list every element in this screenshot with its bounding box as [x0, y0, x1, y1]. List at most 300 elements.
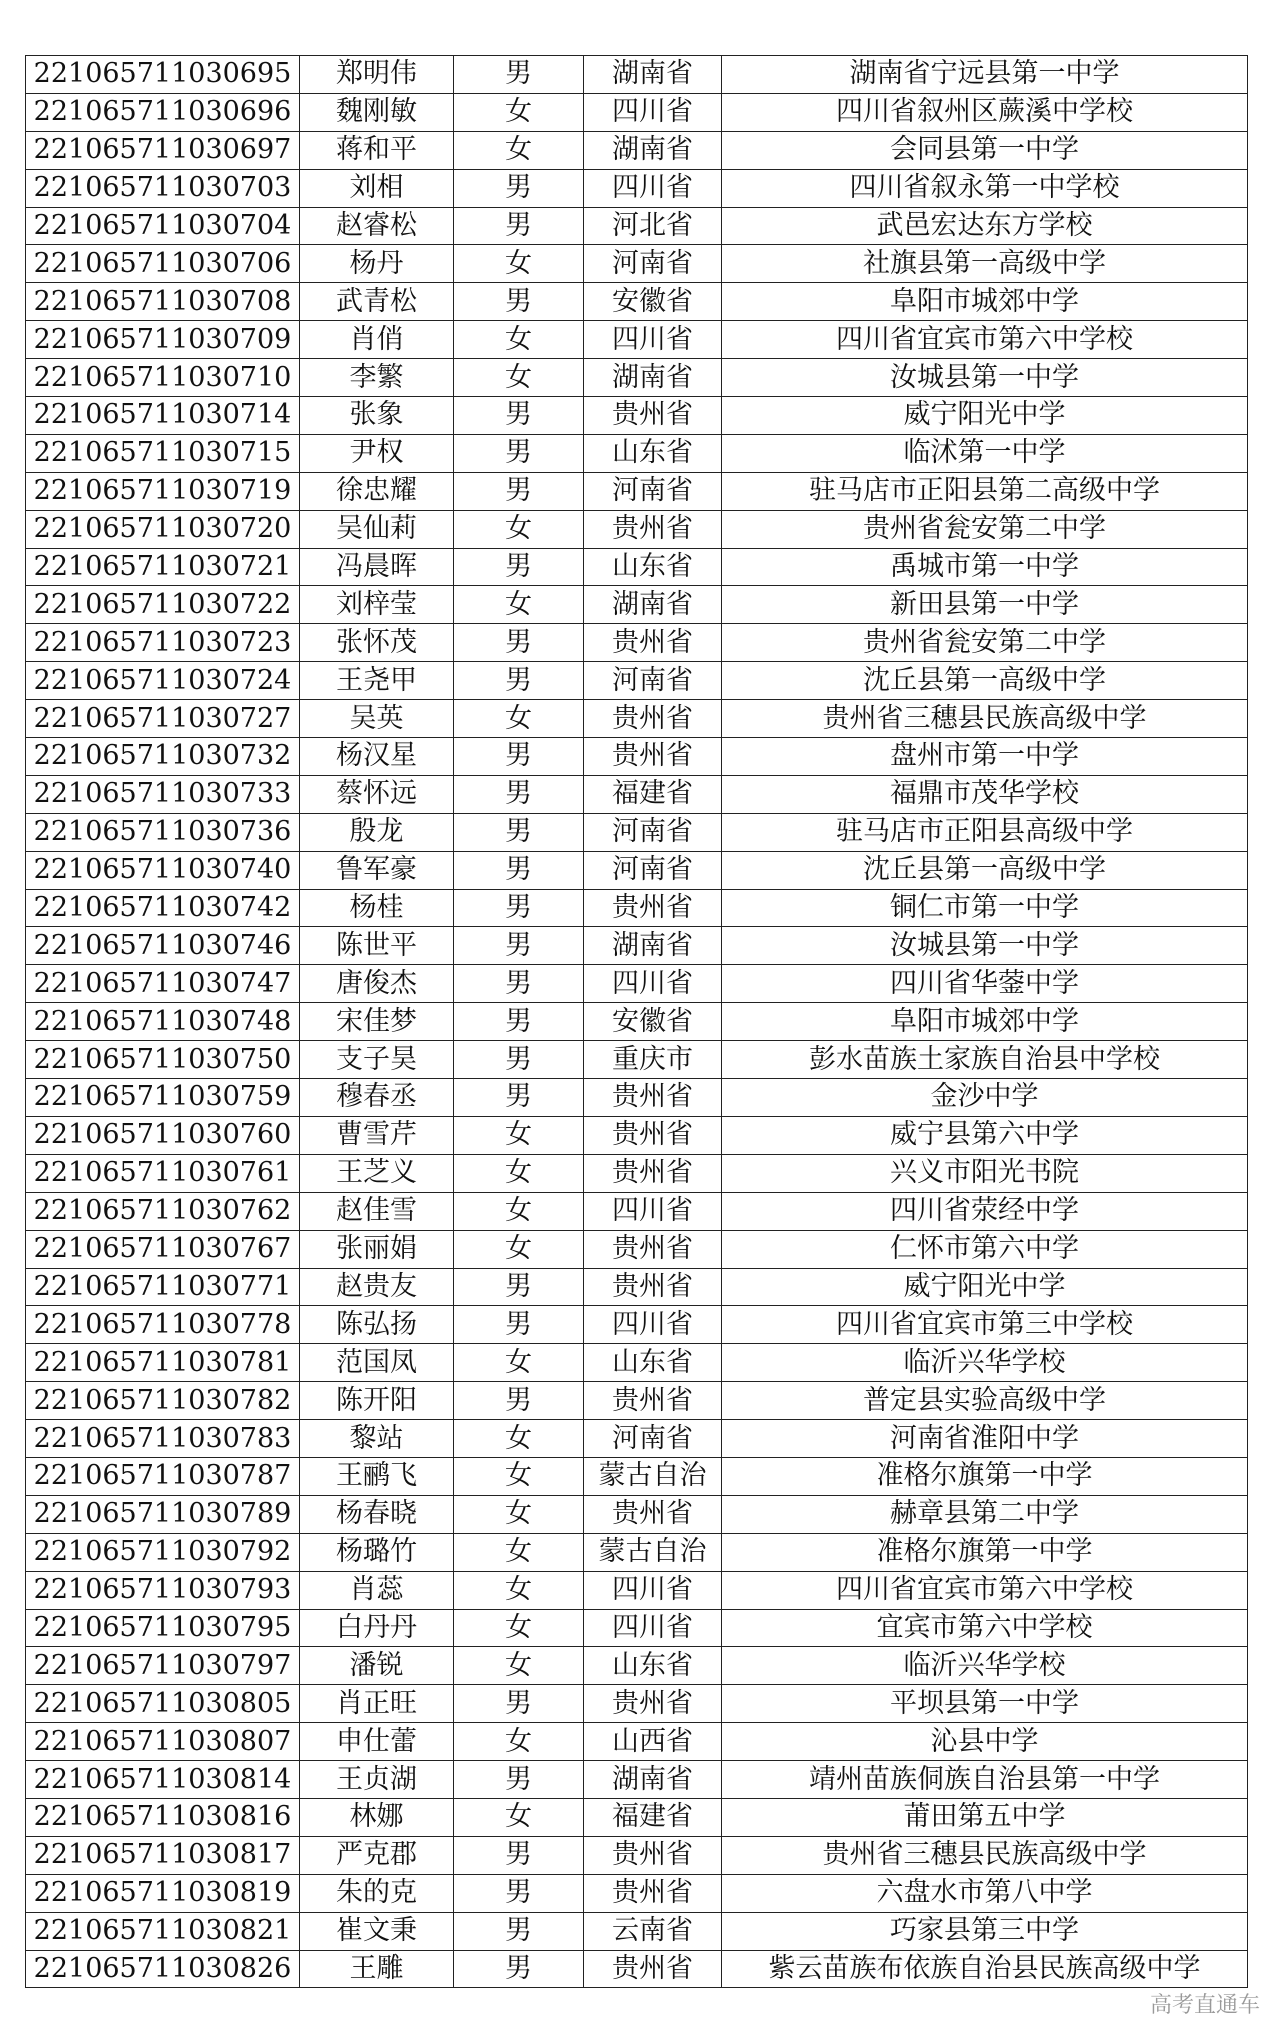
gender-cell: 男	[454, 397, 584, 435]
province-cell: 贵州省	[584, 1382, 722, 1420]
province-cell: 山东省	[584, 434, 722, 472]
name-cell: 王鹂飞	[300, 1457, 454, 1495]
table-row	[26, 1874, 1248, 1912]
gender-cell: 女	[454, 1154, 584, 1192]
gender-cell: 男	[454, 927, 584, 965]
gender-cell: 女	[454, 1420, 584, 1458]
name-cell: 杨璐竹	[300, 1533, 454, 1571]
name-cell: 申仕蕾	[300, 1723, 454, 1761]
province-cell: 福建省	[584, 1798, 722, 1836]
candidate-id-cell: 221065711030759	[26, 1079, 300, 1117]
province-cell: 河南省	[584, 662, 722, 700]
candidate-id-cell: 221065711030708	[26, 283, 300, 321]
gender-cell: 女	[454, 700, 584, 738]
school-cell: 沈丘县第一高级中学	[722, 662, 1248, 700]
province-cell: 贵州省	[584, 1116, 722, 1154]
school-cell: 驻马店市正阳县第二高级中学	[722, 472, 1248, 510]
province-cell: 贵州省	[584, 397, 722, 435]
school-cell: 临沂兴华学校	[722, 1647, 1248, 1685]
table-row	[26, 813, 1248, 851]
candidate-id-cell: 221065711030781	[26, 1344, 300, 1382]
name-cell: 鲁军豪	[300, 851, 454, 889]
gender-cell: 男	[454, 662, 584, 700]
name-cell: 冯晨晖	[300, 548, 454, 586]
school-cell: 莆田第五中学	[722, 1798, 1248, 1836]
candidate-id-cell: 221065711030797	[26, 1647, 300, 1685]
gender-cell: 男	[454, 548, 584, 586]
school-cell: 贵州省三穗县民族高级中学	[722, 1836, 1248, 1874]
table-row	[26, 1950, 1248, 1988]
province-cell: 山东省	[584, 1344, 722, 1382]
table-row	[26, 1761, 1248, 1799]
gender-cell: 男	[454, 1382, 584, 1420]
table-row	[26, 1344, 1248, 1382]
province-cell: 贵州省	[584, 738, 722, 776]
province-cell: 贵州省	[584, 700, 722, 738]
school-cell: 靖州苗族侗族自治县第一中学	[722, 1761, 1248, 1799]
gender-cell: 女	[454, 1609, 584, 1647]
gender-cell: 女	[454, 1798, 584, 1836]
candidate-id-cell: 221065711030748	[26, 1003, 300, 1041]
roster-sheet	[25, 55, 1247, 1988]
table-row	[26, 1571, 1248, 1609]
school-cell: 准格尔旗第一中学	[722, 1457, 1248, 1495]
table-row	[26, 1382, 1248, 1420]
gender-cell: 男	[454, 1306, 584, 1344]
school-cell: 湖南省宁远县第一中学	[722, 56, 1248, 94]
candidate-id-cell: 221065711030767	[26, 1230, 300, 1268]
candidate-id-cell: 221065711030733	[26, 775, 300, 813]
table-row	[26, 1798, 1248, 1836]
candidate-id-cell: 221065711030695	[26, 56, 300, 94]
school-cell: 会同县第一中学	[722, 131, 1248, 169]
table-row	[26, 1192, 1248, 1230]
gender-cell: 女	[454, 586, 584, 624]
table-row	[26, 1003, 1248, 1041]
table-row	[26, 1116, 1248, 1154]
name-cell: 刘相	[300, 169, 454, 207]
gender-cell: 女	[454, 510, 584, 548]
gender-cell: 男	[454, 207, 584, 245]
name-cell: 白丹丹	[300, 1609, 454, 1647]
school-cell: 金沙中学	[722, 1079, 1248, 1117]
province-cell: 重庆市	[584, 1041, 722, 1079]
table-row	[26, 1495, 1248, 1533]
table-row	[26, 245, 1248, 283]
gender-cell: 男	[454, 965, 584, 1003]
name-cell: 林娜	[300, 1798, 454, 1836]
province-cell: 贵州省	[584, 1836, 722, 1874]
table-row	[26, 927, 1248, 965]
gender-cell: 男	[454, 1079, 584, 1117]
school-cell: 阜阳市城郊中学	[722, 283, 1248, 321]
province-cell: 山东省	[584, 1647, 722, 1685]
name-cell: 王尧甲	[300, 662, 454, 700]
name-cell: 赵贵友	[300, 1268, 454, 1306]
school-cell: 沈丘县第一高级中学	[722, 851, 1248, 889]
name-cell: 杨丹	[300, 245, 454, 283]
gender-cell: 男	[454, 889, 584, 927]
name-cell: 陈开阳	[300, 1382, 454, 1420]
candidate-id-cell: 221065711030721	[26, 548, 300, 586]
name-cell: 肖蕊	[300, 1571, 454, 1609]
candidate-id-cell: 221065711030697	[26, 131, 300, 169]
table-row	[26, 434, 1248, 472]
gender-cell: 女	[454, 1571, 584, 1609]
school-cell: 巧家县第三中学	[722, 1912, 1248, 1950]
table-row	[26, 1230, 1248, 1268]
name-cell: 殷龙	[300, 813, 454, 851]
gender-cell: 女	[454, 131, 584, 169]
province-cell: 四川省	[584, 965, 722, 1003]
gender-cell: 女	[454, 321, 584, 359]
province-cell: 湖南省	[584, 586, 722, 624]
candidate-id-cell: 221065711030740	[26, 851, 300, 889]
gender-cell: 男	[454, 624, 584, 662]
province-cell: 湖南省	[584, 131, 722, 169]
candidate-id-cell: 221065711030696	[26, 93, 300, 131]
name-cell: 李繁	[300, 359, 454, 397]
province-cell: 四川省	[584, 1609, 722, 1647]
province-cell: 河南省	[584, 851, 722, 889]
province-cell: 河北省	[584, 207, 722, 245]
candidate-id-cell: 221065711030710	[26, 359, 300, 397]
school-cell: 禹城市第一中学	[722, 548, 1248, 586]
candidate-id-cell: 221065711030719	[26, 472, 300, 510]
name-cell: 陈弘扬	[300, 1306, 454, 1344]
school-cell: 四川省宜宾市第三中学校	[722, 1306, 1248, 1344]
school-cell: 平坝县第一中学	[722, 1685, 1248, 1723]
school-cell: 宜宾市第六中学校	[722, 1609, 1248, 1647]
province-cell: 贵州省	[584, 624, 722, 662]
table-row	[26, 56, 1248, 94]
table-row	[26, 1533, 1248, 1571]
name-cell: 赵佳雪	[300, 1192, 454, 1230]
gender-cell: 男	[454, 1041, 584, 1079]
gender-cell: 男	[454, 283, 584, 321]
candidate-id-cell: 221065711030789	[26, 1495, 300, 1533]
table-row	[26, 510, 1248, 548]
province-cell: 蒙古自治	[584, 1533, 722, 1571]
name-cell: 范国凤	[300, 1344, 454, 1382]
school-cell: 四川省荥经中学	[722, 1192, 1248, 1230]
table-row	[26, 1685, 1248, 1723]
school-cell: 彭水苗族土家族自治县中学校	[722, 1041, 1248, 1079]
watermark-text: 高考直通车	[1149, 1993, 1260, 2018]
candidate-id-cell: 221065711030795	[26, 1609, 300, 1647]
gender-cell: 女	[454, 93, 584, 131]
province-cell: 云南省	[584, 1912, 722, 1950]
school-cell: 四川省叙州区蕨溪中学校	[722, 93, 1248, 131]
gender-cell: 女	[454, 1647, 584, 1685]
name-cell: 唐俊杰	[300, 965, 454, 1003]
province-cell: 贵州省	[584, 1268, 722, 1306]
table-row	[26, 1457, 1248, 1495]
table-row	[26, 662, 1248, 700]
name-cell: 穆春丞	[300, 1079, 454, 1117]
candidate-id-cell: 221065711030732	[26, 738, 300, 776]
school-cell: 赫章县第二中学	[722, 1495, 1248, 1533]
table-row	[26, 472, 1248, 510]
school-cell: 武邑宏达东方学校	[722, 207, 1248, 245]
table-row	[26, 1912, 1248, 1950]
gender-cell: 男	[454, 738, 584, 776]
name-cell: 崔文秉	[300, 1912, 454, 1950]
table-row	[26, 1154, 1248, 1192]
gender-cell: 女	[454, 1192, 584, 1230]
name-cell: 郑明伟	[300, 56, 454, 94]
candidate-id-cell: 221065711030792	[26, 1533, 300, 1571]
gender-cell: 女	[454, 1495, 584, 1533]
name-cell: 肖俏	[300, 321, 454, 359]
table-row	[26, 775, 1248, 813]
table-row	[26, 397, 1248, 435]
province-cell: 山东省	[584, 548, 722, 586]
table-row	[26, 889, 1248, 927]
province-cell: 湖南省	[584, 56, 722, 94]
name-cell: 魏刚敏	[300, 93, 454, 131]
candidate-id-cell: 221065711030714	[26, 397, 300, 435]
roster-table	[25, 55, 1248, 1988]
candidate-id-cell: 221065711030826	[26, 1950, 300, 1988]
candidate-id-cell: 221065711030715	[26, 434, 300, 472]
province-cell: 四川省	[584, 1306, 722, 1344]
table-row	[26, 207, 1248, 245]
candidate-id-cell: 221065711030819	[26, 1874, 300, 1912]
candidate-id-cell: 221065711030727	[26, 700, 300, 738]
candidate-id-cell: 221065711030720	[26, 510, 300, 548]
name-cell: 王雕	[300, 1950, 454, 1988]
province-cell: 贵州省	[584, 1079, 722, 1117]
name-cell: 王贞湖	[300, 1761, 454, 1799]
table-row	[26, 1079, 1248, 1117]
province-cell: 贵州省	[584, 510, 722, 548]
table-row	[26, 1268, 1248, 1306]
candidate-id-cell: 221065711030742	[26, 889, 300, 927]
gender-cell: 女	[454, 359, 584, 397]
province-cell: 河南省	[584, 245, 722, 283]
gender-cell: 男	[454, 775, 584, 813]
name-cell: 张怀茂	[300, 624, 454, 662]
candidate-id-cell: 221065711030762	[26, 1192, 300, 1230]
school-cell: 普定县实验高级中学	[722, 1382, 1248, 1420]
candidate-id-cell: 221065711030723	[26, 624, 300, 662]
province-cell: 湖南省	[584, 927, 722, 965]
table-row	[26, 1609, 1248, 1647]
province-cell: 蒙古自治	[584, 1457, 722, 1495]
school-cell: 准格尔旗第一中学	[722, 1533, 1248, 1571]
province-cell: 贵州省	[584, 1874, 722, 1912]
province-cell: 贵州省	[584, 1495, 722, 1533]
province-cell: 贵州省	[584, 889, 722, 927]
gender-cell: 女	[454, 1230, 584, 1268]
name-cell: 蔡怀远	[300, 775, 454, 813]
gender-cell: 男	[454, 1950, 584, 1988]
school-cell: 福鼎市茂华学校	[722, 775, 1248, 813]
name-cell: 吴英	[300, 700, 454, 738]
school-cell: 沁县中学	[722, 1723, 1248, 1761]
school-cell: 临沭第一中学	[722, 434, 1248, 472]
candidate-id-cell: 221065711030706	[26, 245, 300, 283]
name-cell: 支子昊	[300, 1041, 454, 1079]
candidate-id-cell: 221065711030722	[26, 586, 300, 624]
candidate-id-cell: 221065711030778	[26, 1306, 300, 1344]
candidate-id-cell: 221065711030782	[26, 1382, 300, 1420]
gender-cell: 男	[454, 434, 584, 472]
table-row	[26, 624, 1248, 662]
name-cell: 杨桂	[300, 889, 454, 927]
province-cell: 四川省	[584, 1571, 722, 1609]
candidate-id-cell: 221065711030750	[26, 1041, 300, 1079]
candidate-id-cell: 221065711030761	[26, 1154, 300, 1192]
name-cell: 杨汉星	[300, 738, 454, 776]
school-cell: 六盘水市第八中学	[722, 1874, 1248, 1912]
school-cell: 汝城县第一中学	[722, 927, 1248, 965]
table-row	[26, 965, 1248, 1003]
school-cell: 四川省叙永第一中学校	[722, 169, 1248, 207]
province-cell: 安徽省	[584, 283, 722, 321]
school-cell: 临沂兴华学校	[722, 1344, 1248, 1382]
gender-cell: 男	[454, 1874, 584, 1912]
table-row	[26, 359, 1248, 397]
province-cell: 山西省	[584, 1723, 722, 1761]
gender-cell: 男	[454, 851, 584, 889]
province-cell: 四川省	[584, 321, 722, 359]
name-cell: 朱的克	[300, 1874, 454, 1912]
province-cell: 四川省	[584, 93, 722, 131]
name-cell: 黎站	[300, 1420, 454, 1458]
candidate-id-cell: 221065711030807	[26, 1723, 300, 1761]
name-cell: 严克郡	[300, 1836, 454, 1874]
province-cell: 安徽省	[584, 1003, 722, 1041]
candidate-id-cell: 221065711030787	[26, 1457, 300, 1495]
candidate-id-cell: 221065711030760	[26, 1116, 300, 1154]
gender-cell: 女	[454, 1344, 584, 1382]
school-cell: 仁怀市第六中学	[722, 1230, 1248, 1268]
province-cell: 福建省	[584, 775, 722, 813]
gender-cell: 男	[454, 1685, 584, 1723]
school-cell: 威宁阳光中学	[722, 1268, 1248, 1306]
table-row	[26, 586, 1248, 624]
name-cell: 王芝义	[300, 1154, 454, 1192]
school-cell: 河南省淮阳中学	[722, 1420, 1248, 1458]
gender-cell: 男	[454, 813, 584, 851]
table-row	[26, 283, 1248, 321]
table-row	[26, 738, 1248, 776]
gender-cell: 男	[454, 472, 584, 510]
gender-cell: 女	[454, 1116, 584, 1154]
candidate-id-cell: 221065711030736	[26, 813, 300, 851]
name-cell: 曹雪芹	[300, 1116, 454, 1154]
school-cell: 四川省宜宾市第六中学校	[722, 321, 1248, 359]
candidate-id-cell: 221065711030783	[26, 1420, 300, 1458]
table-row	[26, 321, 1248, 359]
name-cell: 潘锐	[300, 1647, 454, 1685]
province-cell: 河南省	[584, 1420, 722, 1458]
name-cell: 赵睿松	[300, 207, 454, 245]
table-row	[26, 1723, 1248, 1761]
gender-cell: 女	[454, 1533, 584, 1571]
name-cell: 肖正旺	[300, 1685, 454, 1723]
school-cell: 阜阳市城郊中学	[722, 1003, 1248, 1041]
school-cell: 贵州省瓮安第二中学	[722, 510, 1248, 548]
province-cell: 贵州省	[584, 1230, 722, 1268]
gender-cell: 男	[454, 169, 584, 207]
gender-cell: 女	[454, 1457, 584, 1495]
name-cell: 陈世平	[300, 927, 454, 965]
school-cell: 新田县第一中学	[722, 586, 1248, 624]
gender-cell: 女	[454, 1723, 584, 1761]
province-cell: 河南省	[584, 472, 722, 510]
name-cell: 张象	[300, 397, 454, 435]
candidate-id-cell: 221065711030805	[26, 1685, 300, 1723]
school-cell: 威宁县第六中学	[722, 1116, 1248, 1154]
name-cell: 蒋和平	[300, 131, 454, 169]
name-cell: 张丽娟	[300, 1230, 454, 1268]
school-cell: 贵州省三穗县民族高级中学	[722, 700, 1248, 738]
table-row	[26, 851, 1248, 889]
province-cell: 贵州省	[584, 1950, 722, 1988]
table-row	[26, 93, 1248, 131]
gender-cell: 男	[454, 1761, 584, 1799]
candidate-id-cell: 221065711030816	[26, 1798, 300, 1836]
table-row	[26, 131, 1248, 169]
school-cell: 铜仁市第一中学	[722, 889, 1248, 927]
name-cell: 尹权	[300, 434, 454, 472]
table-row	[26, 1420, 1248, 1458]
table-row	[26, 1306, 1248, 1344]
gender-cell: 男	[454, 1836, 584, 1874]
roster-body	[26, 56, 1248, 1988]
candidate-id-cell: 221065711030814	[26, 1761, 300, 1799]
table-row	[26, 1647, 1248, 1685]
province-cell: 贵州省	[584, 1685, 722, 1723]
school-cell: 四川省宜宾市第六中学校	[722, 1571, 1248, 1609]
candidate-id-cell: 221065711030771	[26, 1268, 300, 1306]
name-cell: 刘梓莹	[300, 586, 454, 624]
school-cell: 紫云苗族布依族自治县民族高级中学	[722, 1950, 1248, 1988]
name-cell: 武青松	[300, 283, 454, 321]
school-cell: 盘州市第一中学	[722, 738, 1248, 776]
name-cell: 杨春晓	[300, 1495, 454, 1533]
candidate-id-cell: 221065711030821	[26, 1912, 300, 1950]
province-cell: 贵州省	[584, 1154, 722, 1192]
gender-cell: 男	[454, 1003, 584, 1041]
province-cell: 河南省	[584, 813, 722, 851]
name-cell: 吴仙莉	[300, 510, 454, 548]
school-cell: 威宁阳光中学	[722, 397, 1248, 435]
table-row	[26, 1041, 1248, 1079]
name-cell: 宋佳梦	[300, 1003, 454, 1041]
table-row	[26, 548, 1248, 586]
candidate-id-cell: 221065711030746	[26, 927, 300, 965]
name-cell: 徐忠耀	[300, 472, 454, 510]
table-row	[26, 1836, 1248, 1874]
school-cell: 驻马店市正阳县高级中学	[722, 813, 1248, 851]
province-cell: 湖南省	[584, 1761, 722, 1799]
candidate-id-cell: 221065711030704	[26, 207, 300, 245]
gender-cell: 男	[454, 1268, 584, 1306]
school-cell: 兴义市阳光书院	[722, 1154, 1248, 1192]
table-row	[26, 700, 1248, 738]
school-cell: 贵州省瓮安第二中学	[722, 624, 1248, 662]
gender-cell: 男	[454, 1912, 584, 1950]
candidate-id-cell: 221065711030747	[26, 965, 300, 1003]
school-cell: 社旗县第一高级中学	[722, 245, 1248, 283]
gender-cell: 女	[454, 245, 584, 283]
candidate-id-cell: 221065711030793	[26, 1571, 300, 1609]
province-cell: 湖南省	[584, 359, 722, 397]
